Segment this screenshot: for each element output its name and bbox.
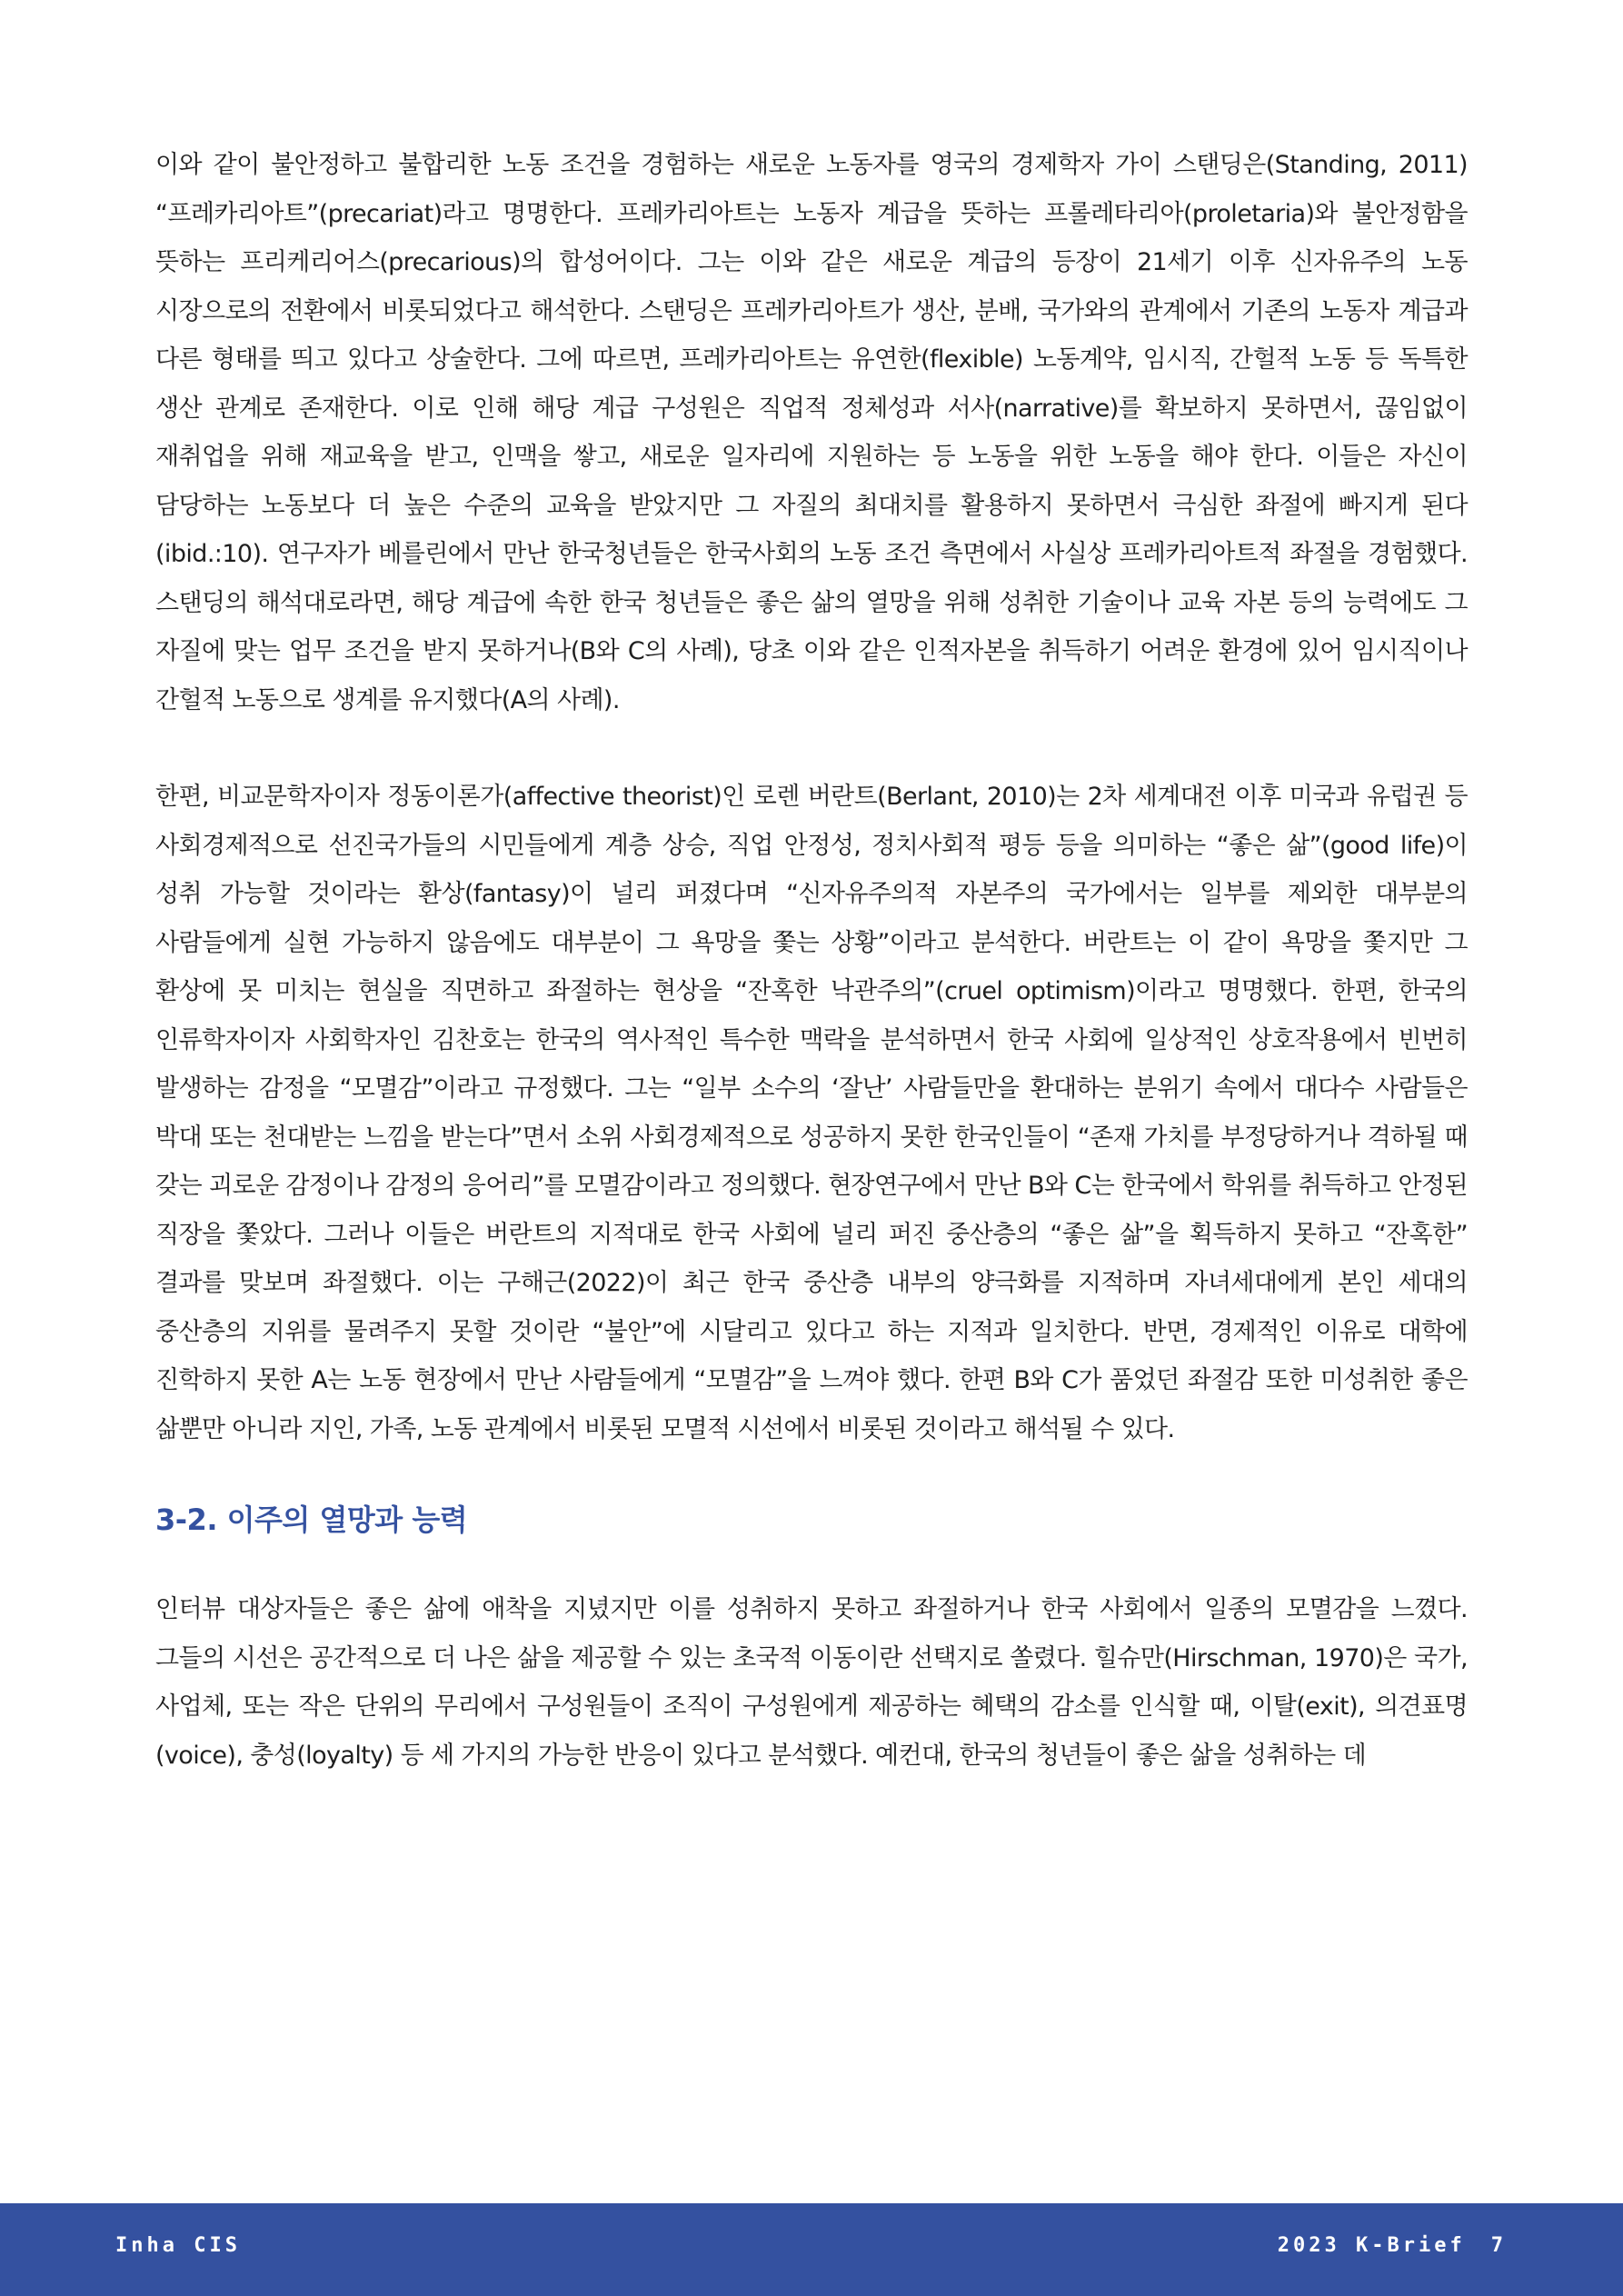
footer-publisher: Inha CIS bbox=[115, 2234, 241, 2257]
page-footer bbox=[0, 2203, 1623, 2296]
footer-publication bbox=[1278, 2234, 1507, 2257]
body-paragraph-2: 한편, 비교문학자이자 정동이론가(affective theorist)인 로렌 버란트(Berlant, 2010)는 2차 세계대전 이후 미국과 유럽권 등 사회경제적으로 선진국가들의 시민들에게 계층 상승, 직업 안정성, 정치사회적 평등 등을 의미하는 “좋은 삶”(good life)이 성취 가능할 것이라는 환상(fantasy)이 널리 퍼졌다며 “신자유주의적 자본주의 국가에서는 일부를 제외한 대부분의 사람들에게 실현 가능하지 않음에도 대부분이 그 욕망을 쫓는 상황”이라고 분석한다. 버란트는 이 같이 욕망을 쫓지만 그 환상에 못 미치는 현실을 직면하고 좌절하는 현상을 “잔혹한 낙관주의”(cruel optimism)이라고 명명했다. 한편, 한국의 인류학자이자 사회학자인 김찬호는 한국의 역사적인 특수한 맥락을 분석하면서 한국 사회에 일상적인 상호작용에서 빈번히 발생하는 감정을 “모멸감”이라고 규정했다. 그는 “일부 소수의 ‘잘난’ 사람들만을 환대하는 분위기 속에서 대다수 사람들은 박대 또는 천대받는 느낌을 받는다”면서 소위 사회경제적으로 성공하지 못한 한국인들이 “존재 가치를 부정당하거나 격하될 때 갖는 괴로운 감정이나 감정의 응어리”를 모멸감이라고 정의했다. 현장연구에서 만난 B와 C는 한국에서 학위를 취득하고 안정된 직장을 쫓았다. 그러나 이들은 버란트의 지적대로 한국 사회에 널리 퍼진 중산층의 “좋은 삶”을 획득하지 못하고 “잔혹한” 결과를 맞보며 좌절했다. 이는 구해근(2022)이 최근 한국 중산층 내부의 양극화를 지적하며 자녀세대에게 본인 세대의 중산층의 지위를 물려주지 못할 것이란 “불안”에 시달리고 있다고 하는 지적과 일치한다. 반면, 경제적인 이유로 대학에 진학하지 못한 A는 노동 현장에서 만난 사람들에게 “모멸감”을 느껴야 했다. 한편 B와 C가 품었던 좌절감 또한 미성취한 좋은 삶뿐만 아니라 지인, 가족, 노동 관계에서 비롯된 모멸적 시선에서 비롯된 것이라고 해석될 수 있다. bbox=[155, 783, 1468, 1443]
body-paragraph-3: 인터뷰 대상자들은 좋은 삶에 애착을 지녔지만 이를 성취하지 못하고 좌절하거나 한국 사회에서 일종의 모멸감을 느꼈다. 그들의 시선은 공간적으로 더 나은 삶을 제공할 수 있는 초국적 이동이란 선택지로 쏠렸다. 힐슈만(Hirschman, 1970)은 국가, 사업체, 또는 작은 단위의 무리에서 구성원들이 조직이 구성원에게 제공하는 혜택의 감소를 인식할 때, 이탈(exit), 의견표명(voice), 충성(loyalty) 등 세 가지의 가능한 반응이 있다고 분석했다. 예컨대, 한국의 청년들이 좋은 삶을 성취하는 데 bbox=[155, 1595, 1468, 1770]
page-body bbox=[155, 141, 1468, 1828]
page-number: 7 bbox=[1490, 2234, 1507, 2257]
section-heading: 3-2. 이주의 열망과 능력 bbox=[155, 1502, 468, 1537]
footer-series-title: 2023 K-Brief bbox=[1277, 2234, 1466, 2257]
body-paragraph-1: 이와 같이 불안정하고 불합리한 노동 조건을 경험하는 새로운 노동자를 영국의 경제학자 가이 스탠딩은(Standing, 2011) “프레카리아트”(precariat)라고 명명한다. 프레카리아트는 노동자 계급을 뜻하는 프롤레타리아(proletaria)와 불안정함을 뜻하는 프리케리어스(precarious)의 합성어이다. 그는 이와 같은 새로운 계급의 등장이 21세기 이후 신자유주의 노동 시장으로의 전환에서 비롯되었다고 해석한다. 스탠딩은 프레카리아트가 생산, 분배, 국가와의 관계에서 기존의 노동자 계급과 다른 형태를 띄고 있다고 상술한다. 그에 따르면, 프레카리아트는 유연한(flexible) 노동계약, 임시직, 간헐적 노동 등 독특한 생산 관계로 존재한다. 이로 인해 해당 계급 구성원은 직업적 정체성과 서사(narrative)를 확보하지 못하면서, 끊임없이 재취업을 위해 재교육을 받고, 인맥을 쌓고, 새로운 일자리에 지원하는 등 노동을 위한 노동을 해야 한다. 이들은 자신이 담당하는 노동보다 더 높은 수준의 교육을 받았지만 그 자질의 최대치를 활용하지 못하면서 극심한 좌절에 빠지게 된다(ibid.:10). 연구자가 베를린에서 만난 한국청년들은 한국사회의 노동 조건 측면에서 사실상 프레카리아트적 좌절을 경험했다. 스탠딩의 해석대로라면, 해당 계급에 속한 한국 청년들은 좋은 삶의 열망을 위해 성취한 기술이나 교육 자본 등의 능력에도 그 자질에 맞는 업무 조건을 받지 못하거나(B와 C의 사례), 당초 이와 같은 인적자본을 취득하기 어려운 환경에 있어 임시직이나 간헐적 노동으로 생계를 유지했다(A의 사례). bbox=[155, 151, 1468, 714]
